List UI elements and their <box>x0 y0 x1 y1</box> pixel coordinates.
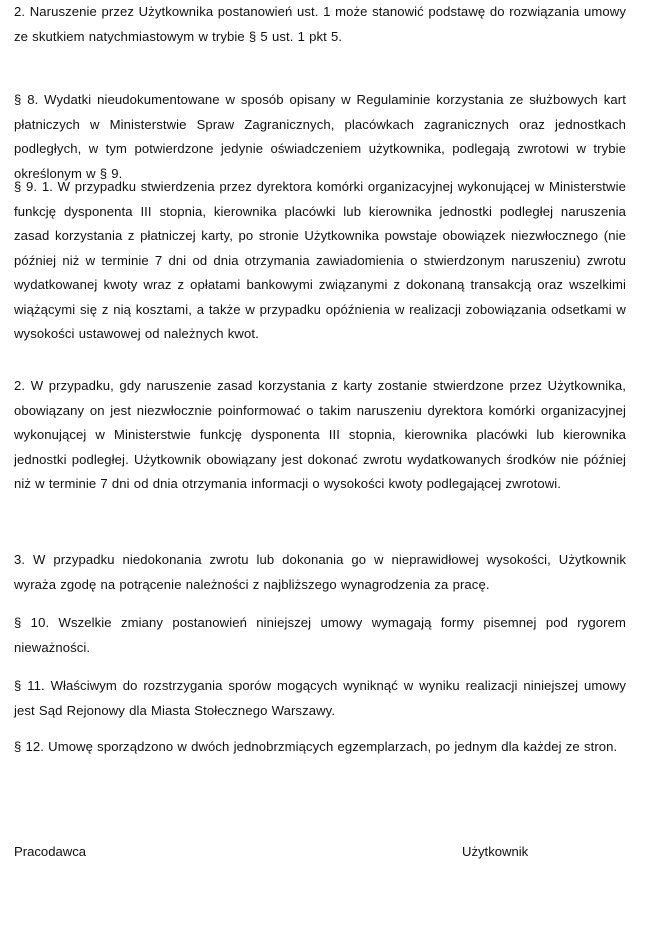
paragraph-section-9-point-3: 3. W przypadku niedokonania zwrotu lub dokonania go w nieprawidłowej wysokości, Użytkownik wyraża zgodę na potrącenie należności z najbliższego wynagrodzenia za pracę. <box>14 552 626 592</box>
paragraph-section-9-point-1: § 9. 1. W przypadku stwierdzenia przez dyrektora komórki organizacyjnej wykonującej w Ministerstwie funkcję dysponenta III stopnia, kierownika placówki lub kierownika jednostki podległej naruszenia zasad korzystania z płatniczej karty, po stronie Użytkownika powstaje obowiązek niezwłocznego (nie później niż w terminie 7 dni od dnia otrzymania zawiadomienia o stwierdzonym naruszeniu) zwrotu wydatkowanej kwoty wraz z opłatami bankowymi związanymi z dokonaną transakcją oraz wszelkimi wiążącymi się z nią kosztami, a także w przypadku opóźnienia w realizacji zobowiązania odsetkami w wysokości ustawowej od należnych kwot. <box>14 179 626 341</box>
paragraph-section-9-point-2: 2. W przypadku, gdy naruszenie zasad korzystania z karty zostanie stwierdzone przez Użytkownika, obowiązany on jest niezwłocznie poinformować o takim naruszeniu dyrektora komórki organizacyjnej wykonującej w Ministerstwie funkcję dysponenta III stopnia, kierownika placówki lub kierownika jednostki podległej. Użytkownik obowiązany jest dokonać zwrotu wydatkowanych środków nie później niż w terminie 7 dni od dnia otrzymania informacji o wysokości kwoty podlegającej zwrotowi. <box>14 378 626 491</box>
signature-employer-label: Pracodawca <box>14 844 87 859</box>
paragraph-section-8: § 8. Wydatki nieudokumentowane w sposób opisany w Regulaminie korzystania ze służbowych kart płatniczych w Ministerstwie Spraw Zagranicznych, placówkach zagranicznych oraz jednostkach podległych, w tym potwierdzone jedynie oświadczeniem użytkownika, podlegają zwrotowi w trybie określonym w § 9. <box>14 92 626 181</box>
paragraph-section-10: § 10. Wszelkie zmiany postanowień niniejszej umowy wymagają formy pisemnej pod rygorem nieważności. <box>14 615 626 655</box>
paragraph-section-11: § 11. Właściwym do rozstrzygania sporów mogących wyniknąć w wyniku realizacji niniejszej umowy jest Sąd Rejonowy dla Miasta Stołecznego Warszawy. <box>14 678 626 718</box>
signature-user-label: Użytkownik <box>462 844 529 859</box>
paragraph-section-12: § 12. Umowę sporządzono w dwóch jednobrzmiących egzemplarzach, po jednym dla każdej ze stron. <box>14 739 618 754</box>
paragraph-section-7-point-2: 2. Naruszenie przez Użytkownika postanowień ust. 1 może stanowić podstawę do rozwiązania umowy ze skutkiem natychmiastowym w trybie § 5 ust. 1 pkt 5. <box>14 4 626 44</box>
